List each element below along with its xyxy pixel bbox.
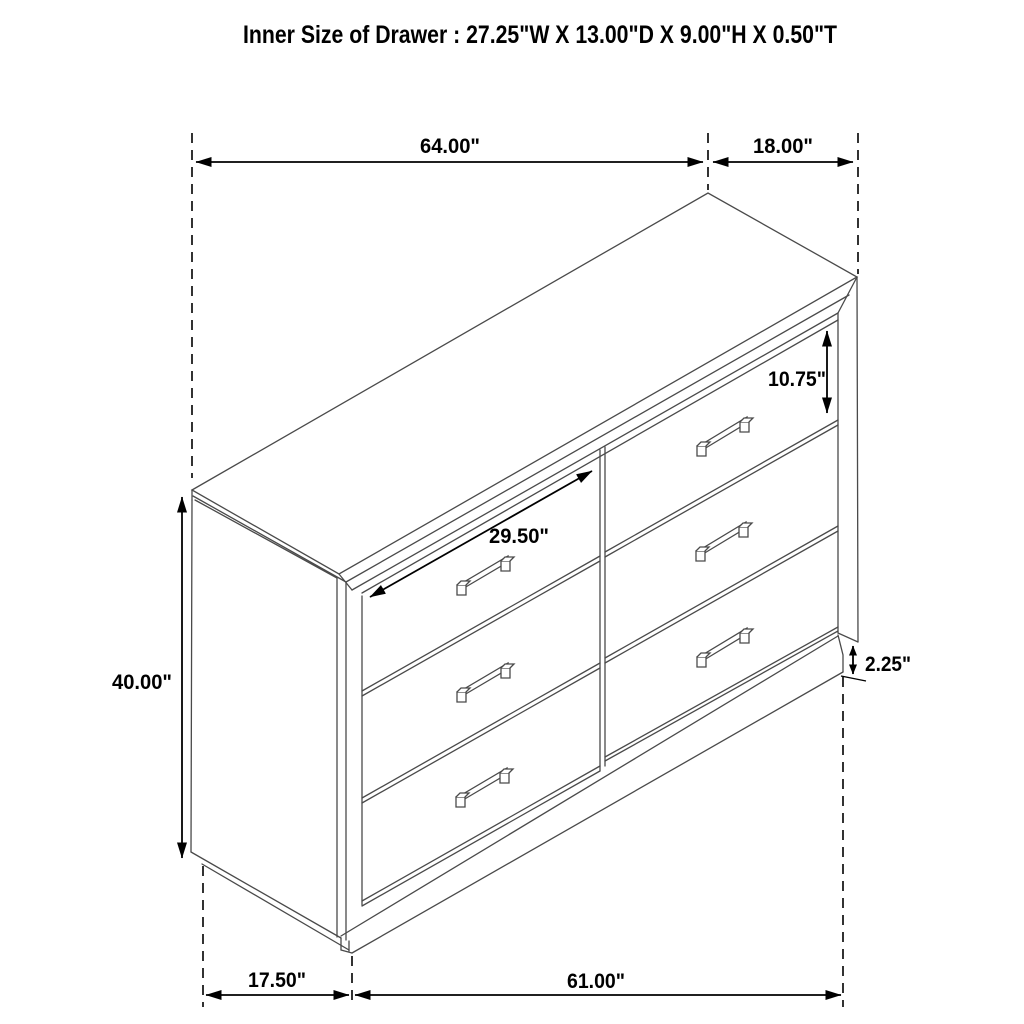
dim-label-height: 40.00" <box>112 671 172 694</box>
dim-label-base: 2.25" <box>865 653 911 676</box>
handle-right-middle <box>696 522 752 561</box>
handle-left-middle <box>457 663 514 702</box>
dim-label-top-depth: 18.00" <box>753 135 813 158</box>
dim-label-front-width: 61.00" <box>567 970 625 993</box>
dresser-illustration <box>191 193 858 953</box>
dim-label-top-drawer: 10.75" <box>768 368 826 391</box>
drawer-dividers-right <box>605 420 838 761</box>
drawer-dividers-left <box>362 556 600 906</box>
dim-label-diagonal: 29.50" <box>489 525 549 548</box>
handle-left-bottom <box>456 768 513 807</box>
handle-left-top <box>457 556 514 595</box>
dimension-lines <box>182 133 866 1007</box>
dim-label-side-depth: 17.50" <box>248 969 306 992</box>
dresser-front-face <box>341 313 838 936</box>
page-title: Inner Size of Drawer : 27.25"W X 13.00"D X 9.00"H X 0.50"T <box>243 21 837 49</box>
dim-label-top-width: 64.00" <box>420 135 480 158</box>
handle-right-top <box>697 417 753 456</box>
handle-right-bottom <box>697 628 753 667</box>
extension-lines <box>192 133 858 1007</box>
